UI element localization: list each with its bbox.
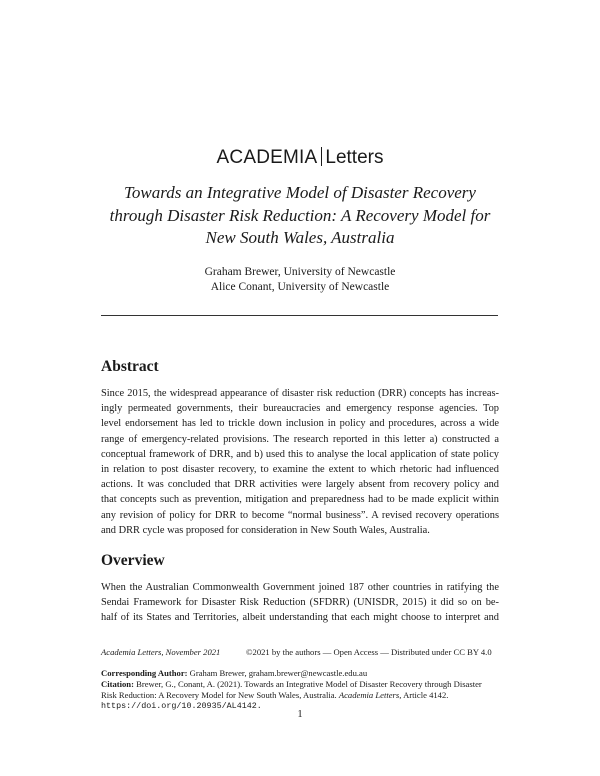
title-line: Towards an Integrative Model of Disaster Recovery — [124, 183, 476, 202]
abstract-line: in relation to post disaster recovery, to examine the extent to which rhetoric had influenced — [101, 464, 499, 476]
paper-title — [100, 182, 500, 250]
brand-name: ACADEMIA — [216, 147, 318, 168]
abstract-line: range of emergency-related provisions. The research reported in this letter a) constructed a — [101, 433, 499, 445]
journal-header — [0, 147, 600, 169]
abstract-heading: Abstract — [101, 358, 159, 375]
page-number: 1 — [297, 709, 303, 720]
author-list — [100, 265, 500, 295]
brand-divider — [321, 147, 322, 166]
title-divider — [101, 315, 498, 316]
abstract-line: any revision of policy for DRR to become “normal business”. A revised recovery operations — [101, 509, 499, 521]
abstract-line: level endorsement has led to trickle down inclusion in policy and procedures, across a wide — [101, 418, 499, 430]
overview-line: When the Australian Commonwealth Government joined 187 other countries in ratifying the — [101, 582, 499, 593]
journal-date: Academia Letters, November 2021 — [101, 647, 221, 657]
overview-heading: Overview — [101, 552, 165, 569]
citation-continued: Risk Reduction: A Recovery Model for New South Wales, Australia. Academia Letters, Article 4142. — [101, 690, 449, 700]
corresponding-text: Graham Brewer, graham.brewer@newcastle.edu.au — [189, 668, 368, 678]
abstract-line: ingly permeated governments, their bureaucracies and emergency response agencies. Top — [101, 403, 499, 415]
author: Graham Brewer, University of Newcastle — [204, 266, 396, 278]
corresponding-label: Corresponding Author: — [101, 668, 188, 678]
corresponding-author — [101, 668, 501, 679]
citation-journal: Academia Letters, — [338, 690, 402, 700]
author: Alice Conant, University of Newcastle — [210, 281, 390, 293]
abstract-line: and DRR cycle was proposed for consideration in New South Wales, Australia. — [101, 524, 430, 536]
overview-body — [101, 580, 499, 626]
overview-line: Sendai Framework for Disaster Risk Reduction (SFDRR) (UNISDR, 2015) it did so on be- — [101, 597, 499, 609]
license-text: ©2021 by the authors — Open Access — Distributed under CC BY 4.0 — [246, 647, 492, 657]
title-line: through Disaster Risk Reduction: A Recovery Model for — [109, 205, 491, 225]
citation-label: Citation: — [101, 679, 134, 689]
citation — [101, 679, 501, 690]
abstract-body — [101, 386, 499, 538]
abstract-line: that concepts such as prevention, mitigation and preparedness had to be made explicit within — [101, 494, 499, 506]
footer-notes — [101, 668, 501, 712]
title-line: New South Wales, Australia — [205, 228, 395, 247]
abstract-line: conceptual framework of DRR, and b) used this to analyse the local application of state policy — [101, 448, 499, 460]
overview-line: half of its States and Territories, albeit understanding that each might choose to interpret and — [101, 612, 499, 624]
brand-section: Letters — [325, 147, 384, 168]
doi-link[interactable]: https://doi.org/10.20935/AL4142. — [101, 701, 262, 711]
abstract-line: actions. It was concluded that DRR activities were largely absent from recovery policy and — [101, 479, 499, 491]
abstract-line: Since 2015, the widespread appearance of disaster risk reduction (DRR) concepts has increas- — [101, 388, 499, 399]
citation-text: Brewer, G., Conant, A. (2021). Towards an Integrative Model of Disaster Recovery through Disaster — [136, 679, 482, 689]
